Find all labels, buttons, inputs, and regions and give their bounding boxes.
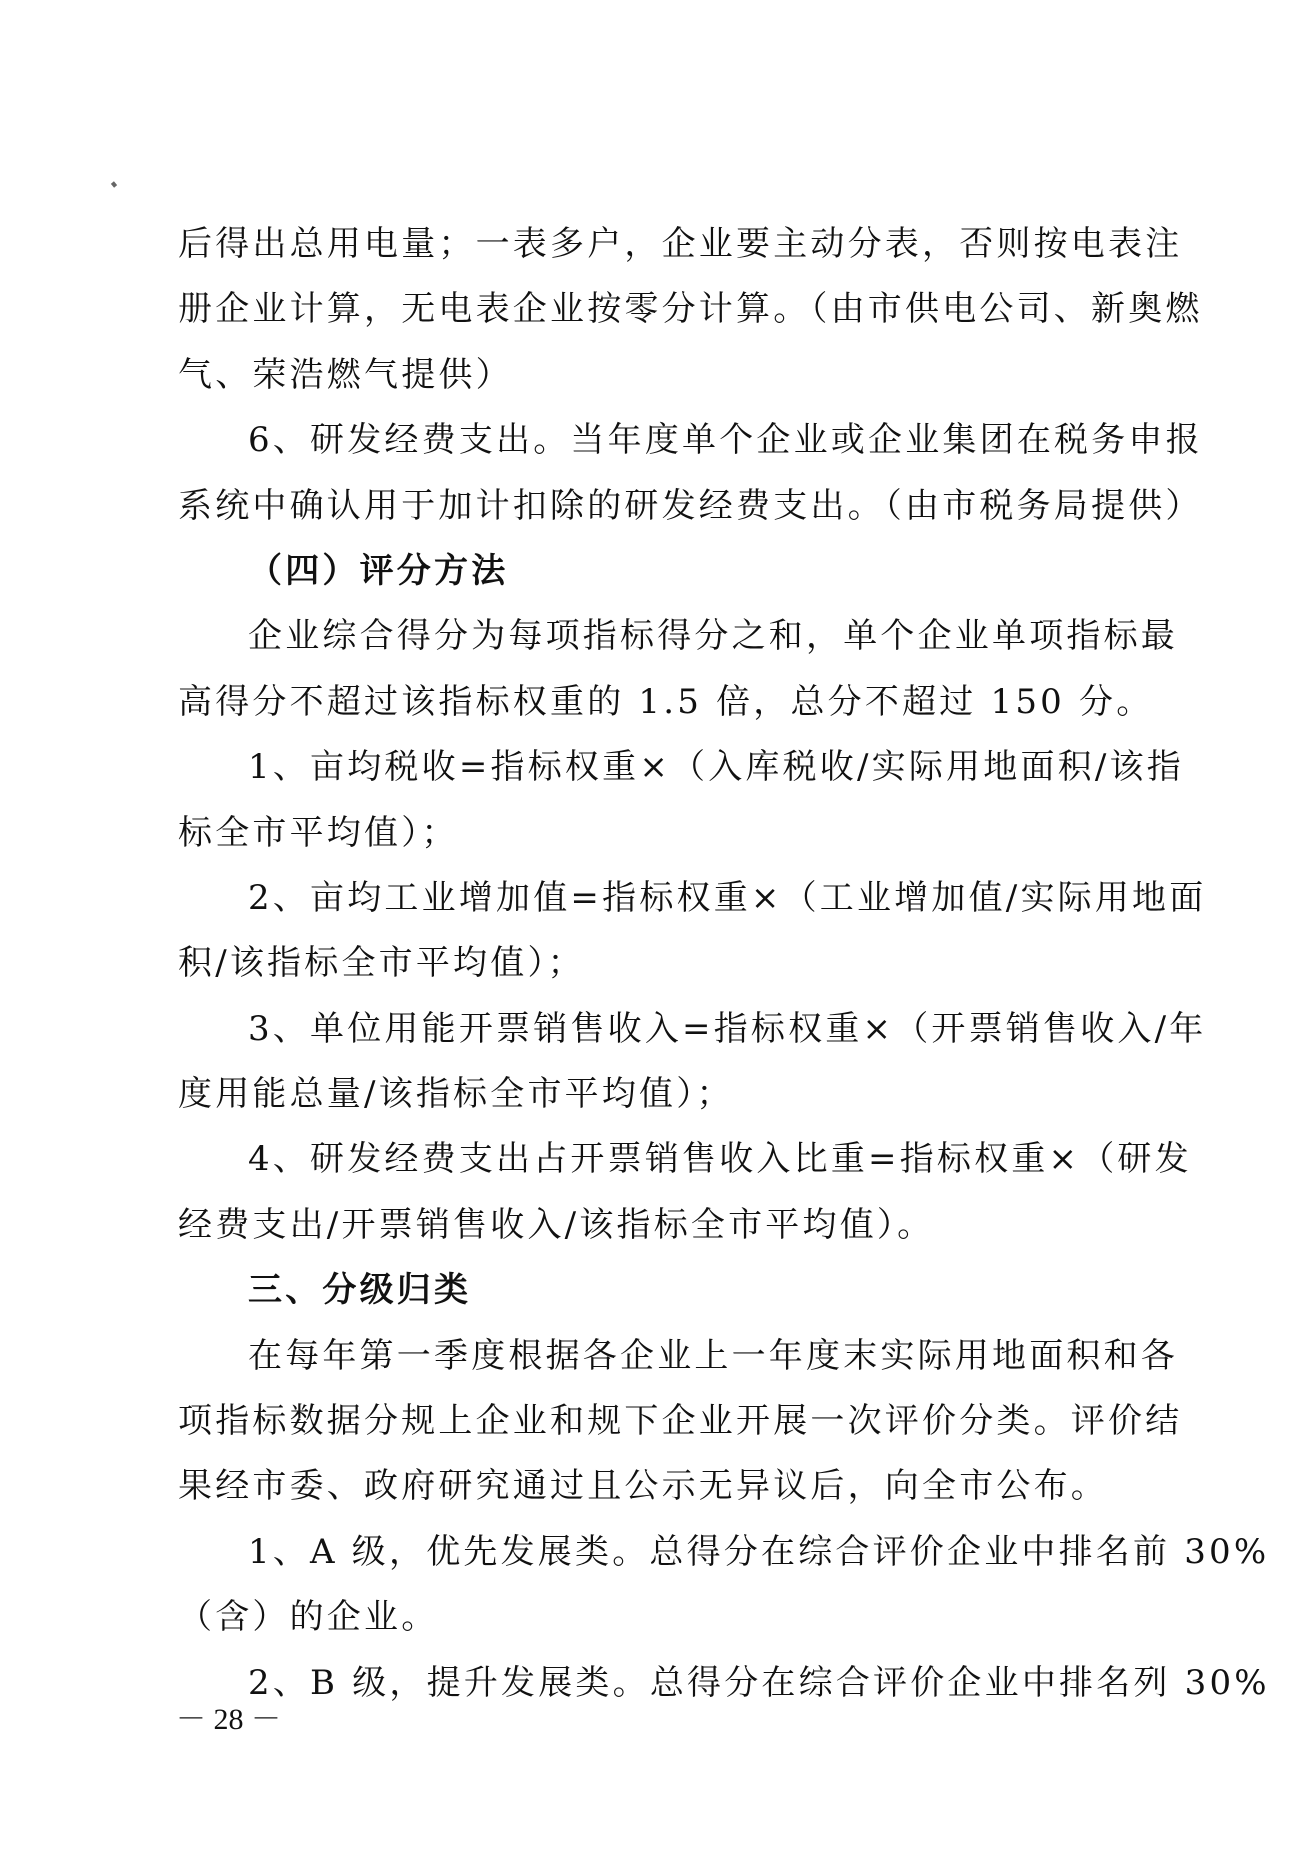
document-body	[178, 212, 1270, 1716]
text-line: 度用能总量/该指标全市平均值）；	[178, 1074, 734, 1115]
text-line: 1、亩均税收=指标权重×（入库税收/实际用地面积/该指	[248, 747, 1184, 788]
text-line: 高得分不超过该指标权重的 1.5 倍，总分不超过 150 分。	[178, 681, 1154, 722]
text-line: （含）的企业。	[178, 1597, 439, 1638]
text-line: 气、荣浩燃气提供）	[178, 354, 513, 395]
text-line: 积/该指标全市平均值）；	[178, 943, 585, 984]
section-heading: 三、分级归类	[248, 1270, 472, 1311]
text-line: 企业综合得分为每项指标得分之和，单个企业单项指标最	[248, 616, 1178, 657]
text-line: 2、B 级，提升发展类。总得分在综合评价企业中排名列 30%	[248, 1662, 1270, 1703]
text-line: 册企业计算，无电表企业按零分计算。（由市供电公司、新奥燃	[178, 289, 1203, 330]
section-heading: （四）评分方法	[248, 550, 509, 591]
text-line: 标全市平均值）；	[178, 812, 459, 853]
text-line: 4、研发经费支出占开票销售收入比重=指标权重×（研发	[248, 1139, 1192, 1180]
scan-mark	[111, 181, 117, 187]
text-line: 项指标数据分规上企业和规下企业开展一次评价分类。评价结	[178, 1401, 1183, 1442]
text-line: 6、研发经费支出。当年度单个企业或企业集团在税务申报	[248, 420, 1203, 461]
text-line: 在每年第一季度根据各企业上一年度末实际用地面积和各	[248, 1335, 1178, 1376]
page-number: － 28 －	[176, 1703, 281, 1736]
text-line: 系统中确认用于加计扣除的研发经费支出。（由市税务局提供）	[178, 485, 1203, 526]
text-line: 2、亩均工业增加值=指标权重×（工业增加值/实际用地面	[248, 877, 1207, 918]
text-line: 果经市委、政府研究通过且公示无异议后，向全市公布。	[178, 1466, 1108, 1507]
text-line: 后得出总用电量；一表多户，企业要主动分表，否则按电表注	[178, 224, 1183, 264]
text-line: 1、A 级，优先发展类。总得分在综合评价企业中排名前 30%	[248, 1531, 1270, 1572]
text-line: 经费支出/开票销售收入/该指标全市平均值）。	[178, 1204, 935, 1245]
text-line: 3、单位用能开票销售收入=指标权重×（开票销售收入/年	[248, 1008, 1207, 1049]
